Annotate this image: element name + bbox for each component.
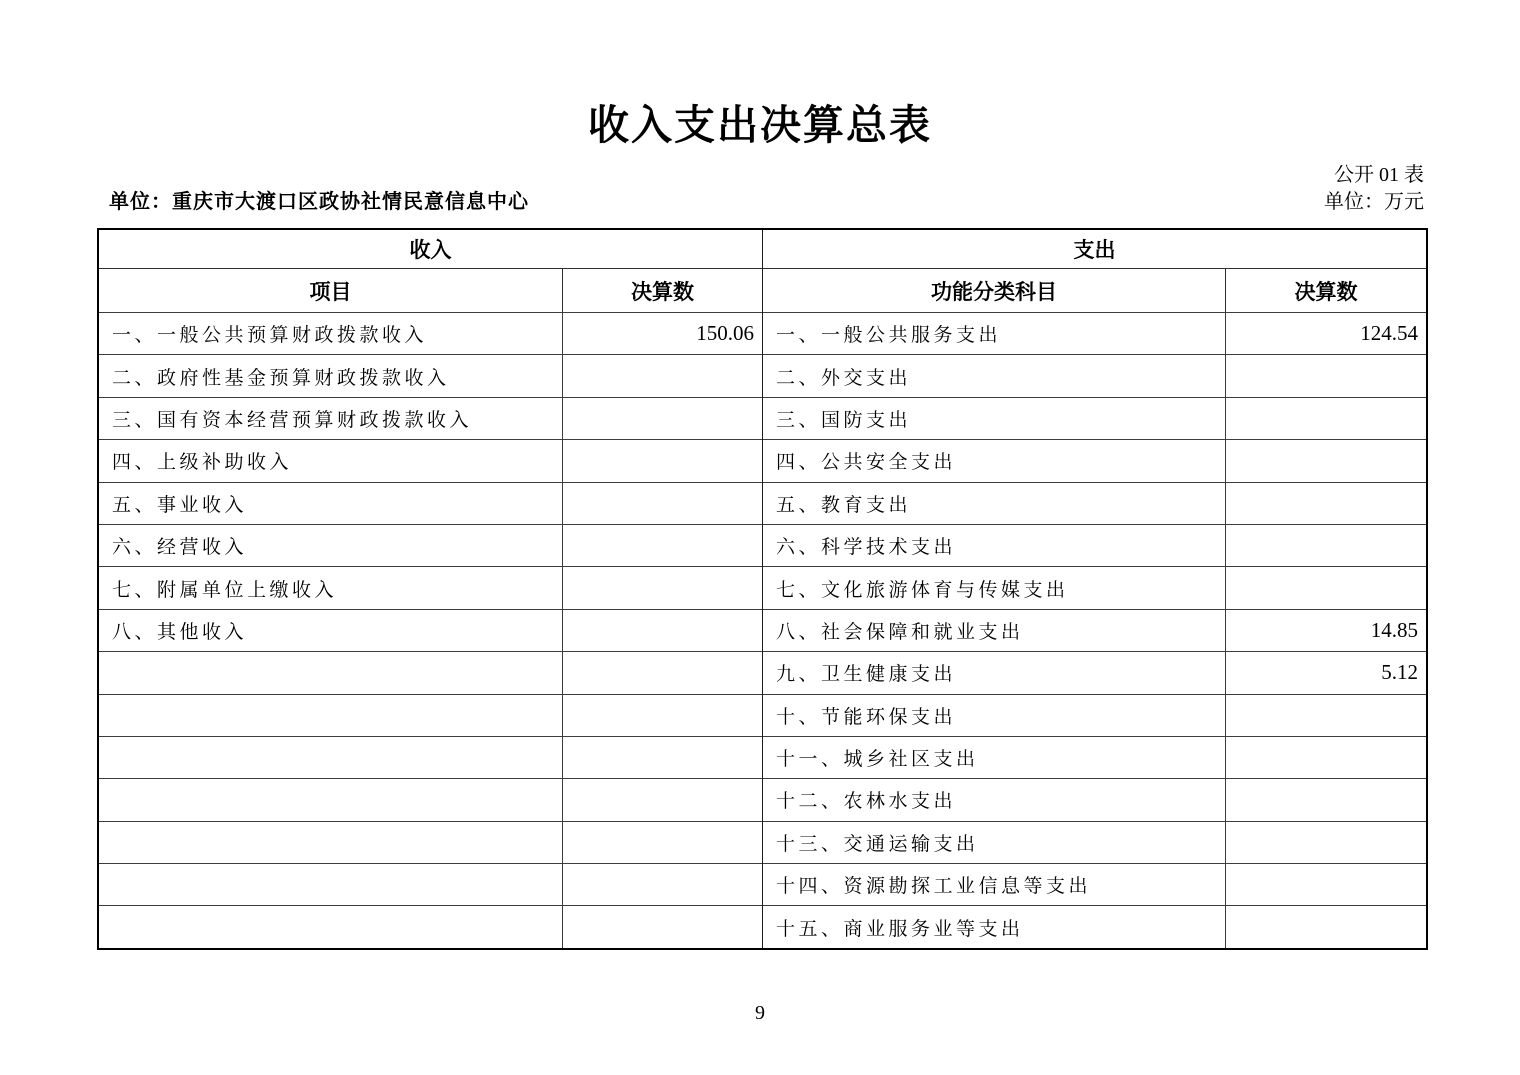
row-label: 四、上级补助收入 [99,440,563,481]
expenditure-item-column-header: 功能分类科目 [763,269,1226,312]
income-amount-column-header: 决算数 [631,279,694,304]
table-row [99,736,762,778]
table-row [763,312,1426,354]
row-amount [1226,525,1426,566]
row-label: 五、教育支出 [763,483,1226,524]
row-label: 十五、商业服务业等支出 [763,906,1226,947]
row-label: 二、外交支出 [763,355,1226,396]
row-label: 六、经营收入 [99,525,563,566]
table-row [99,821,762,863]
table-row [99,694,762,736]
row-amount: 150.06 [696,321,754,346]
row-label [99,695,563,736]
row-label: 九、卫生健康支出 [763,652,1226,693]
row-label [99,737,563,778]
row-label: 十、节能环保支出 [763,695,1226,736]
table-row [99,609,762,651]
row-label: 十一、城乡社区支出 [763,737,1226,778]
table-row [99,312,762,354]
row-label: 三、国防支出 [763,398,1226,439]
income-rows [99,312,762,948]
row-label: 二、政府性基金预算财政拨款收入 [99,355,563,396]
table-row [763,524,1426,566]
row-label [99,864,563,905]
row-amount [563,440,762,481]
row-amount: 124.54 [1360,321,1418,346]
row-label: 七、文化旅游体育与传媒支出 [763,567,1226,608]
row-label: 一、一般公共服务支出 [763,313,1226,354]
table-row [763,651,1426,693]
row-label: 四、公共安全支出 [763,440,1226,481]
table-row [763,905,1426,947]
income-section [99,230,763,948]
row-label: 八、其他收入 [99,610,563,651]
row-amount [563,695,762,736]
table-row [99,651,762,693]
table-row [99,863,762,905]
expenditure-section [763,230,1426,948]
row-amount [563,610,762,651]
row-label: 六、科学技术支出 [763,525,1226,566]
table-row [99,482,762,524]
row-label [99,652,563,693]
row-amount: 5.12 [1381,660,1418,685]
expenditure-column-headers [763,268,1426,312]
table-row [763,566,1426,608]
table-row [763,863,1426,905]
row-amount [563,483,762,524]
row-amount [563,822,762,863]
table-row [763,397,1426,439]
row-label: 三、国有资本经营预算财政拨款收入 [99,398,563,439]
table-row [763,821,1426,863]
row-amount [563,525,762,566]
table-code: 公开 01 表 [1334,164,1424,186]
row-amount [1226,483,1426,524]
row-label: 七、附属单位上缴收入 [99,567,563,608]
income-column-headers [99,268,762,312]
row-amount [563,864,762,905]
row-label: 五、事业收入 [99,483,563,524]
org-unit-label: 单位：重庆市大渡口区政协社情民意信息中心 [109,191,529,213]
row-amount [563,398,762,439]
currency-unit-label: 单位：万元 [1324,191,1424,213]
table-row [99,397,762,439]
row-amount [1226,355,1426,396]
table-row [763,482,1426,524]
row-amount [1226,737,1426,778]
row-amount [1226,864,1426,905]
row-amount [1226,398,1426,439]
row-amount [563,652,762,693]
row-amount [1226,695,1426,736]
row-label: 十四、资源勘探工业信息等支出 [763,864,1226,905]
table-row [763,736,1426,778]
expenditure-amount-column-header: 决算数 [1294,279,1358,304]
row-label [99,779,563,820]
unit-line [97,188,1428,216]
row-amount [1226,906,1426,947]
table-row [763,354,1426,396]
income-item-column-header: 项目 [99,269,563,312]
row-amount [563,779,762,820]
expenditure-section-header: 支出 [1073,238,1116,262]
table-row [763,694,1426,736]
expenditure-rows [763,312,1426,948]
table-row [99,778,762,820]
row-amount: 14.85 [1370,617,1418,642]
table-row [99,439,762,481]
table-row [763,778,1426,820]
row-label: 一、一般公共预算财政拨款收入 [99,313,563,354]
row-label: 十三、交通运输支出 [763,822,1226,863]
row-label [99,906,563,947]
row-amount [1226,779,1426,820]
row-amount [563,737,762,778]
row-label: 十二、农林水支出 [763,779,1226,820]
table-row [99,566,762,608]
budget-summary-table [97,228,1428,950]
table-row [99,905,762,947]
page-number: 9 [755,1001,765,1024]
row-amount [563,906,762,947]
row-label: 八、社会保障和就业支出 [763,610,1226,651]
page-title: 收入支出决算总表 [588,101,932,149]
row-amount [1226,822,1426,863]
row-amount [563,567,762,608]
row-label [99,822,563,863]
table-row [763,609,1426,651]
table-row [99,524,762,566]
income-section-header: 收入 [409,238,452,262]
row-amount [1226,567,1426,608]
table-row [763,439,1426,481]
table-row [99,354,762,396]
row-amount [1226,440,1426,481]
document-meta [97,162,1428,216]
row-amount [563,355,762,396]
